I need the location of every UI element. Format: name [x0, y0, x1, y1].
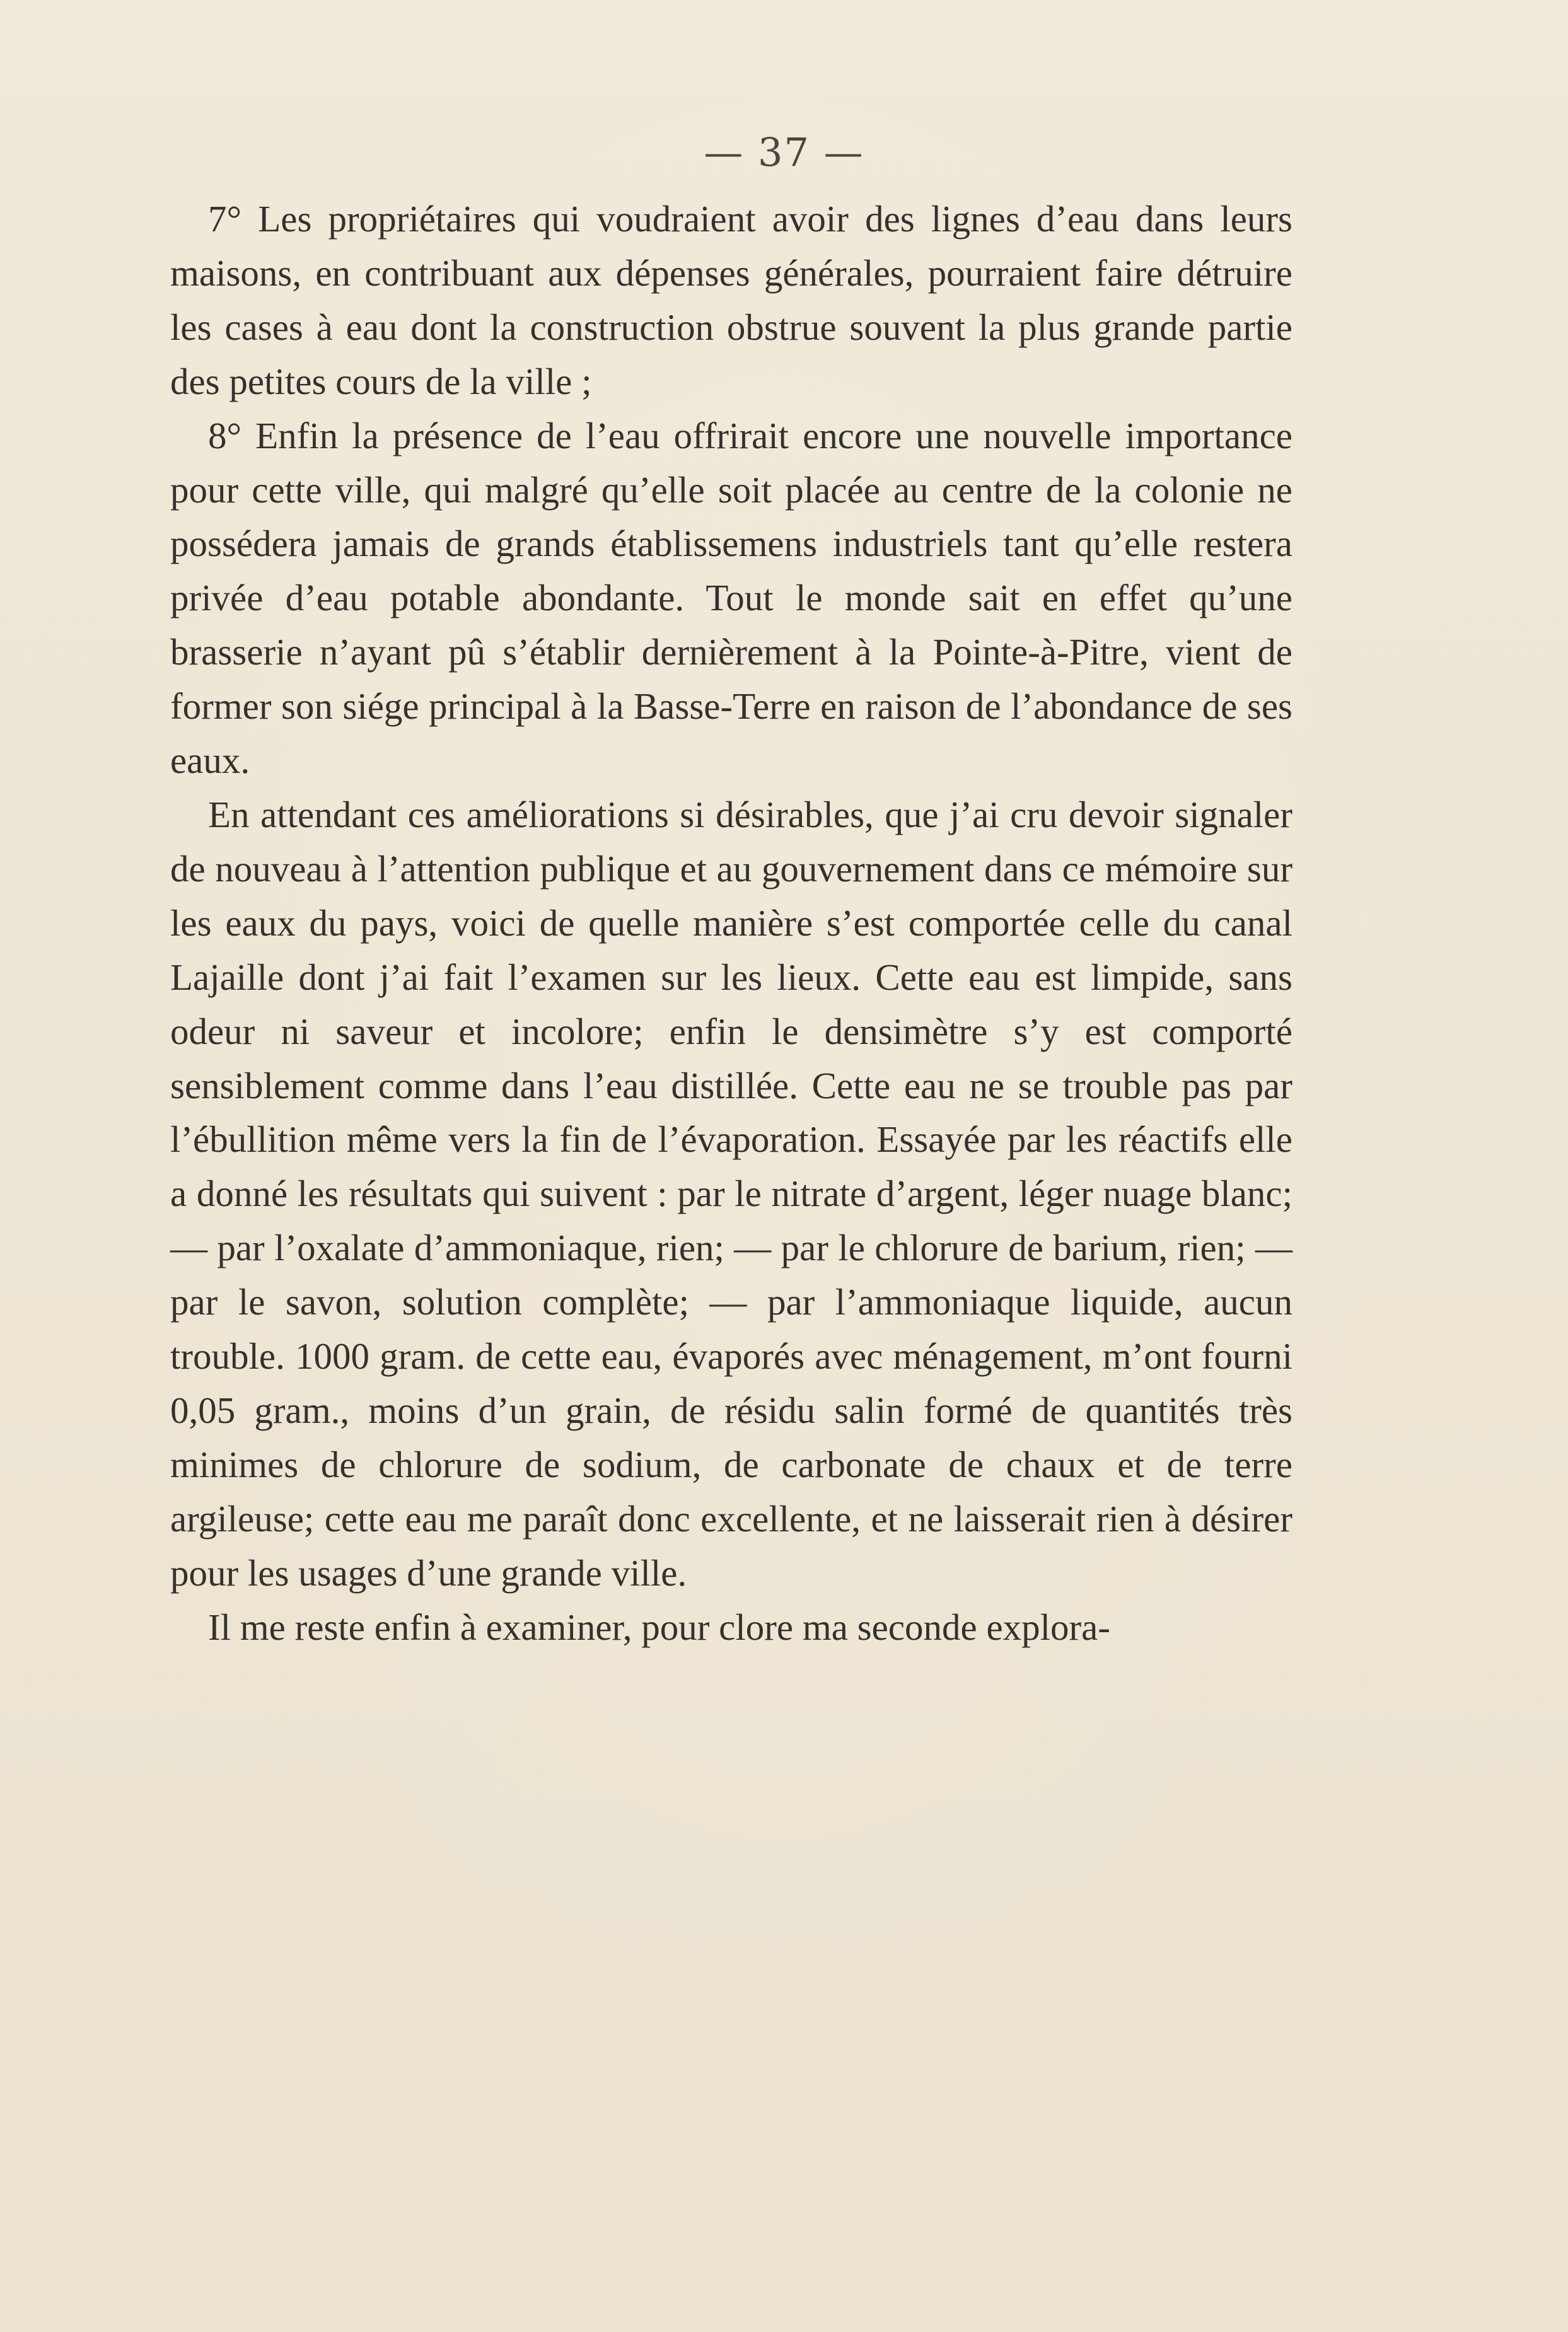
- paragraph: En attendant ces améliorations si désirables, que j’ai cru devoir signaler de nouveau à l’attention publique et au gouvernement dans ce mémoire sur les eaux du pays, voici de quelle manière s’est comportée celle du canal Lajaille dont j’ai fait l’examen sur les lieux. Cette eau est limpide, sans odeur ni saveur et incolore; enfin le densimètre s’y est comporté sensiblement comme dans l’eau distillée. Cette eau ne se trouble pas par l’ébullition même vers la fin de l’évaporation. Essayée par les réactifs elle a donné les résultats qui suivent : par le nitrate d’argent, léger nuage blanc; — par l’oxalate d’ammoniaque, rien; — par le chlorure de barium, rien; — par le savon, solution complète; — par l’ammoniaque liquide, aucun trouble. 1000 gram. de cette eau, évaporés avec ménagement, m’ont fourni 0,05 gram., moins d’un grain, de résidu salin formé de quantités très minimes de chlorure de sodium, de carbonate de chaux et de terre argileuse; cette eau me paraît donc excellente, et ne laisserait rien à désirer pour les usages d’une grande ville.: [170, 793, 1292, 1594]
- paragraph: Il me reste enfin à examiner, pour clore ma seconde explora-: [208, 1606, 1111, 1648]
- page-number: — 37 —: [704, 129, 864, 175]
- paragraph: 7° Les propriétaires qui voudraient avoir des lignes d’eau dans leurs maisons, en contribuant aux dépenses générales, pourraient faire détruire les cases à eau dont la construction obstrue souvent la plus grande partie des petites cours de la ville ;: [170, 198, 1292, 402]
- page-body: [170, 192, 1292, 1654]
- paragraph: 8° Enfin la présence de l’eau offrirait encore une nouvelle importance pour cette ville, qui malgré qu’elle soit placée au centre de la colonie ne possédera jamais de grands établissemens industriels tant qu’elle restera privée d’eau potable abondante. Tout le monde sait en effet qu’une brasserie n’ayant pû s’établir dernièrement à la Pointe-à-Pitre, vient de former son siége principal à la Basse-Terre en raison de l’abondance de ses eaux.: [170, 414, 1292, 782]
